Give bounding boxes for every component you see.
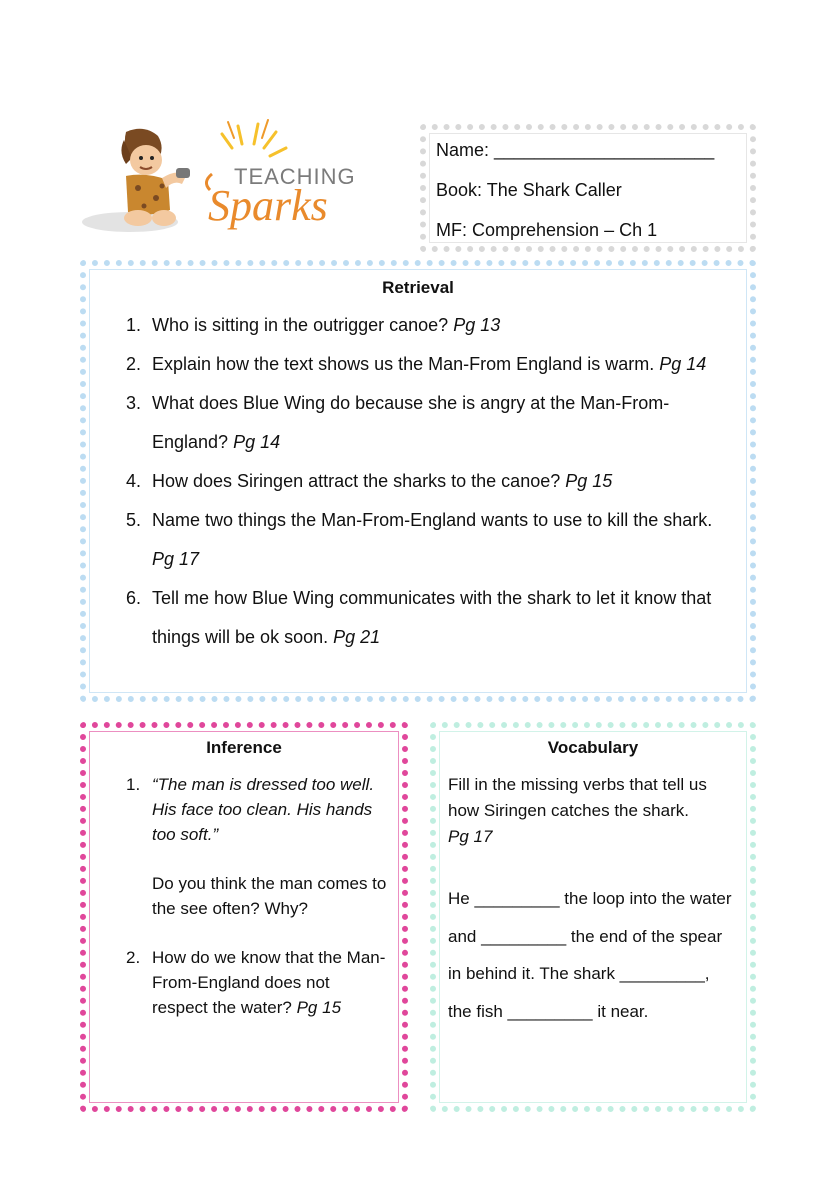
question-text: Name two things the Man-From-England wants to use to kill the shark. (152, 510, 713, 530)
question-number: 2. (126, 354, 142, 374)
book-line: Book: The Shark Caller (436, 180, 622, 200)
question-text: Do you think the man comes to the see often? Why? (152, 874, 387, 918)
question-number: 4. (126, 471, 142, 491)
instruction-text: Fill in the missing verbs that tell us how Siringen catches the shark. (448, 775, 707, 820)
retrieval-question (126, 579, 730, 657)
logo-line2: Sparks (208, 181, 328, 230)
retrieval-question (126, 501, 730, 579)
inference-title: Inference (206, 738, 282, 757)
retrieval-question (126, 306, 730, 345)
page-ref: Pg 13 (453, 315, 501, 335)
student-info-box (420, 124, 756, 252)
page-ref: Pg 14 (659, 354, 707, 374)
name-label: Name: (436, 140, 490, 160)
mf-line: MF: Comprehension – Ch 1 (436, 220, 658, 240)
retrieval-title: Retrieval (382, 278, 454, 297)
page-ref: Pg 21 (333, 627, 381, 647)
question-number: 1. (126, 315, 142, 335)
teaching-sparks-logo (78, 118, 398, 248)
retrieval-question (126, 462, 730, 501)
inference-box (80, 722, 408, 1112)
page-ref: Pg 15 (296, 998, 342, 1017)
question-text: What does Blue Wing do because she is angry at the Man-From-England? (152, 393, 670, 452)
question-text: How does Siringen attract the sharks to the canoe? (152, 471, 561, 491)
vocabulary-instructions (448, 772, 736, 850)
caveman-mascot-icon (121, 129, 190, 226)
question-number: 5. (126, 510, 142, 530)
question-number: 2. (126, 948, 141, 967)
question-text: Explain how the text shows us the Man-From England is warm. (152, 354, 655, 374)
retrieval-question-list (126, 306, 730, 657)
retrieval-question (126, 384, 730, 462)
retrieval-question (126, 345, 730, 384)
inference-question (126, 945, 388, 1020)
name-field[interactable]: ______________________ (494, 140, 715, 160)
question-number: 3. (126, 393, 142, 413)
page-ref: Pg 15 (565, 471, 613, 491)
quote-text: “The man is dressed too well. His face too clean. His hands too soft.” (152, 775, 375, 844)
inference-question-list (126, 772, 388, 1020)
inference-question (126, 772, 388, 921)
vocabulary-box (430, 722, 756, 1112)
page-ref: Pg 17 (448, 827, 493, 846)
question-number: 6. (126, 588, 142, 608)
page-ref: Pg 17 (152, 549, 200, 569)
name-line (436, 140, 740, 180)
cloze-passage[interactable]: He _________ the loop into the water and _________ the end of the spear in behind it. The shark _________, the fish _________ it near. (448, 889, 732, 1021)
question-text: Who is sitting in the outrigger canoe? (152, 315, 449, 335)
page-ref: Pg 14 (233, 432, 281, 452)
question-number: 1. (126, 775, 141, 794)
retrieval-box (80, 260, 756, 702)
logo-line1: TEACHING (234, 164, 356, 189)
vocabulary-title: Vocabulary (547, 738, 639, 757)
question-text: How do we know that the Man-From-England does not respect the water? (152, 948, 386, 1017)
question-text: Tell me how Blue Wing communicates with the shark to let it know that things will be ok soon. (152, 588, 712, 647)
